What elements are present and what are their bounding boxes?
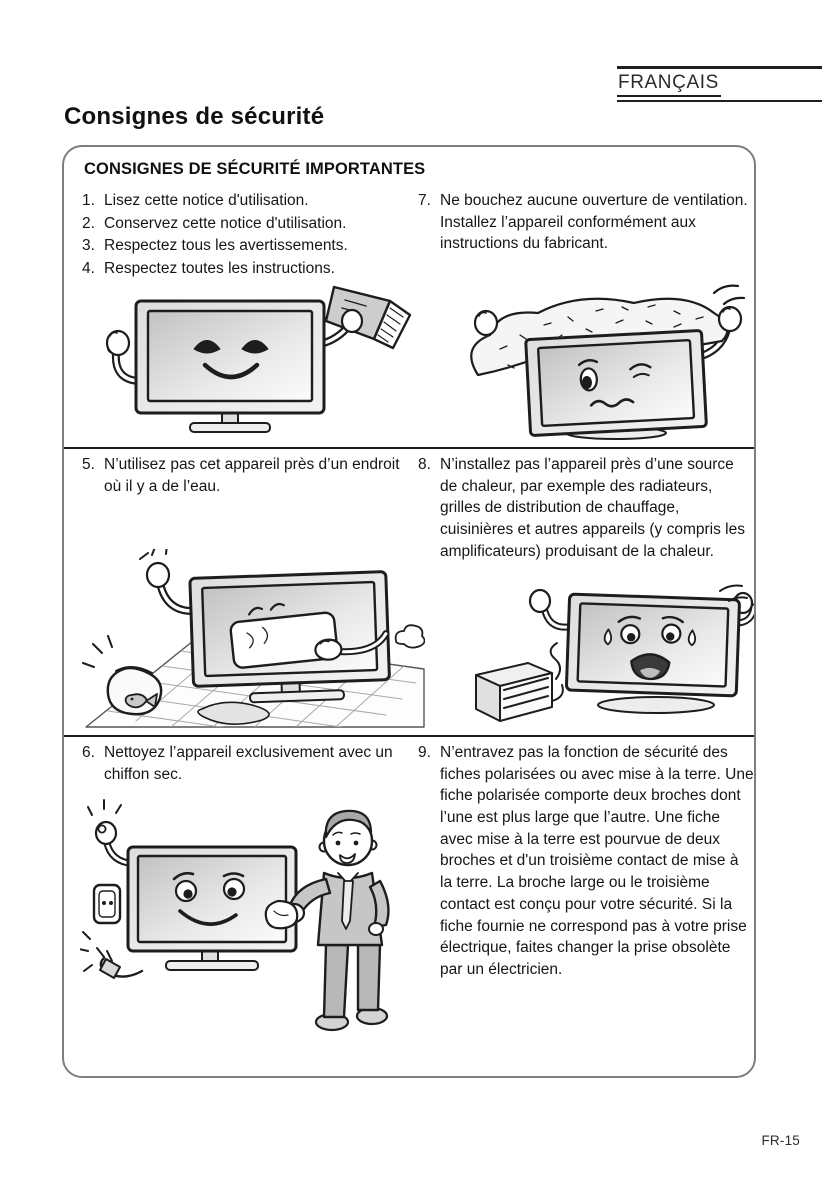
tv-mascot-splashed-by-fishbowl-water-icon — [80, 549, 425, 731]
page-title: Consignes de sécurité — [64, 103, 325, 130]
item-text: N’utilisez pas cet appareil près d’un endroit où il y a de l’eau. — [104, 456, 400, 495]
item-text: Respectez tous les avertissements. — [104, 237, 348, 255]
item-text: Lisez cette notice d'utilisation. — [104, 192, 309, 209]
heater — [476, 663, 552, 721]
tv-heater-illustration — [464, 583, 754, 731]
tv-mascot-scared-next-to-heater-icon — [464, 583, 754, 731]
tv-blanket-illustration — [456, 277, 756, 442]
list-item — [82, 213, 408, 235]
item-text: Ne bouchez aucune ouverture de ventilation. Installez l’appareil conformément aux instructions du fabricant. — [440, 192, 748, 253]
list-item — [418, 454, 754, 562]
item-number: 9. — [418, 744, 431, 761]
tv-water-illustration — [80, 549, 425, 731]
tv-left-fist — [147, 563, 169, 587]
tv-stand-base — [190, 423, 270, 432]
spark-ticks — [80, 932, 92, 971]
item-number: 7. — [418, 192, 431, 209]
item-text: N’installez pas l’appareil près d’une source de chaleur, par exemple des radiateurs, grilles de distribution de chauffage, cuisinières et autres appareils (y compris les amplificateurs) produisant de la chaleur. — [440, 456, 745, 560]
list-item — [418, 742, 754, 981]
safety-section-2 — [64, 449, 754, 735]
list-item — [82, 742, 408, 785]
tv-mascot-holding-open-manual-icon — [102, 281, 422, 441]
tv-screen — [148, 311, 312, 401]
tv-right-fist — [719, 307, 741, 331]
list-item — [82, 235, 408, 257]
tv-left-fist — [475, 311, 497, 335]
tv-right-hand — [315, 639, 342, 660]
safety-section-3 — [64, 737, 754, 1076]
tv-body — [526, 330, 707, 435]
safety-instructions-box — [62, 145, 756, 1078]
man-head — [320, 811, 377, 865]
item-number: 6. — [82, 744, 95, 761]
item-number: 5. — [82, 456, 95, 473]
item-number: 4. — [82, 260, 95, 278]
page-number: FR-15 — [761, 1133, 800, 1148]
sparkle-ticks — [88, 800, 121, 815]
splash-ticks — [83, 636, 112, 667]
tv-stand-base — [598, 697, 714, 713]
item-text: Conservez cette notice d'utilisation. — [104, 214, 347, 232]
item-number: 2. — [82, 214, 95, 232]
item-text: Respectez toutes les instructions. — [104, 260, 335, 278]
wall-socket — [94, 885, 120, 923]
section3-right-column — [412, 737, 754, 1076]
tv-ok-glove — [96, 822, 116, 844]
language-label: FRANÇAIS — [617, 69, 721, 97]
safety-section-1 — [64, 185, 754, 447]
item-number: 8. — [418, 456, 431, 473]
puff-cloud — [396, 625, 425, 647]
man-cleaning-tv-illustration — [80, 789, 425, 1039]
header-rule-bottom — [617, 100, 822, 102]
safety-box-heading: CONSIGNES DE SÉCURITÉ IMPORTANTES — [84, 160, 426, 178]
list-item — [82, 190, 408, 212]
tv-body — [566, 594, 739, 696]
tv-right-glove — [342, 310, 362, 332]
list-item — [418, 190, 754, 255]
item-number: 1. — [82, 192, 95, 209]
language-header — [617, 66, 822, 102]
man-wiping-tv-with-dry-cloth-icon — [80, 789, 425, 1039]
man — [266, 811, 389, 1030]
tv-holding-manual-illustration — [102, 281, 422, 441]
item-text: N’entravez pas la fonction de sécurité des fiches polarisées ou avec mise à la terre. Une fiche polarisée comporte deux broches dont l’une est plus large que l’autre. Une fiche avec mise à la terre est pourvue de deux broches et d'un troisième contact de mise à la terre. La broche large ou le troisième contact est conçu pour votre sécurité. Si la fiche fournie ne correspond pas à votre prise électrique, faites changer la prise obsolète par un électricien. — [440, 744, 754, 978]
list-item — [82, 454, 408, 497]
man-legs — [316, 945, 387, 1030]
item-number: 3. — [82, 237, 95, 255]
item-text: Nettoyez l’appareil exclusivement avec un chiffon sec. — [104, 744, 393, 783]
tv-left-fist — [530, 590, 550, 612]
list-item — [82, 258, 408, 280]
motion-lines — [714, 286, 744, 304]
tv-mascot-throwing-off-blanket-icon — [456, 277, 756, 442]
motion-ticks — [140, 549, 167, 559]
tipped-fishbowl — [83, 636, 161, 714]
tv-screen — [538, 340, 694, 426]
